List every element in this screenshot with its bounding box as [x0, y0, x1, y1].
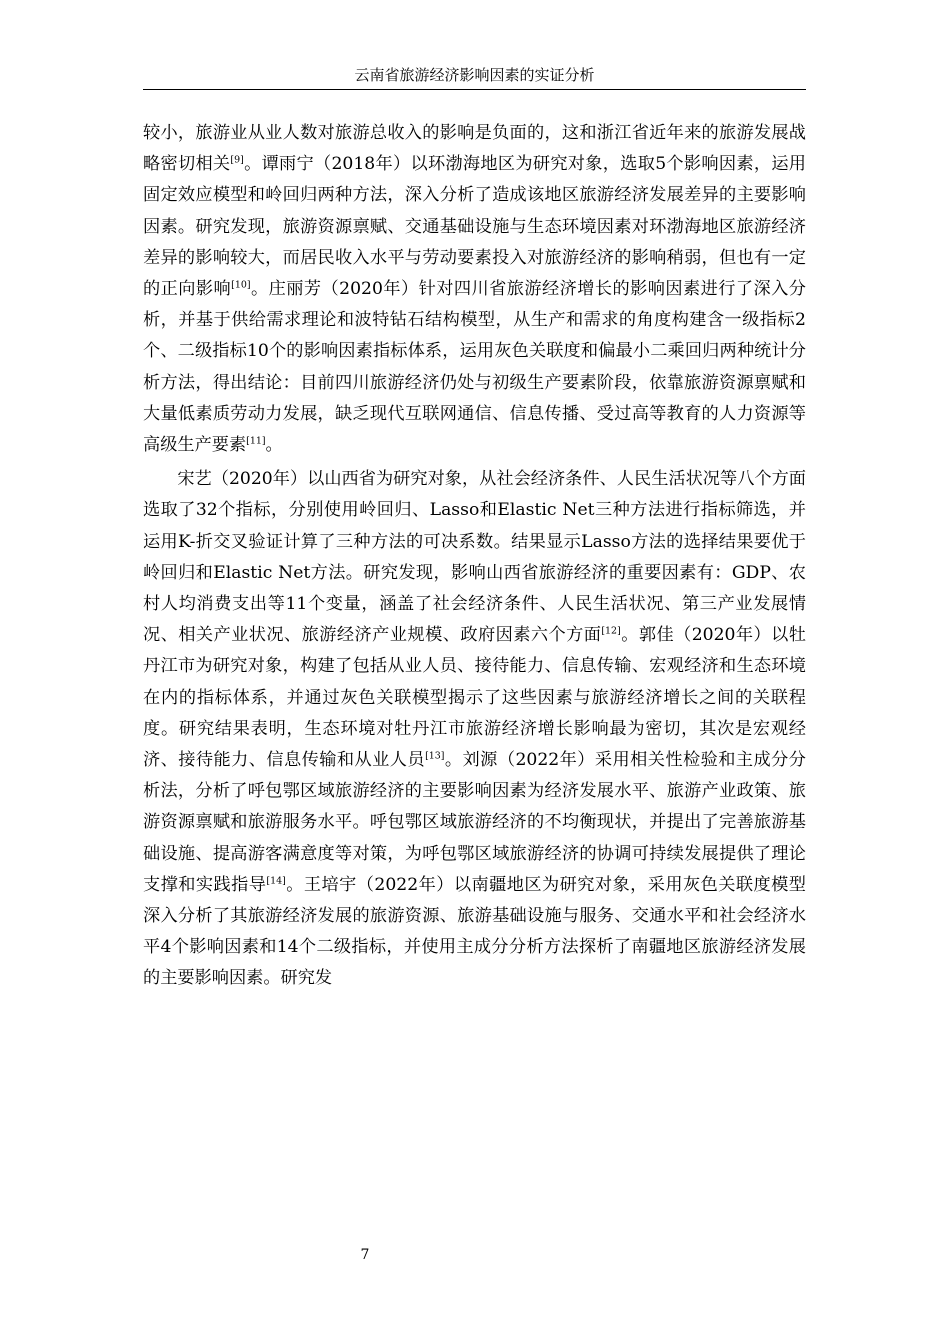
citation-ref: [14]: [266, 875, 286, 887]
paragraph-text: 。庄丽芳（2020年）针对四川省旅游经济增长的影响因素进行了深入分析，并基于供给需求理论和波特钻石结构模型，从生产和需求的角度构建含一级指标2个、二级指标10个的影响因素指标体系，运用灰色关联度和偏最小二乘回归两种统计分析方法，得出结论：目前四川旅游经济仍处与初级生产要素阶段，依靠旅游资源禀赋和大量低素质劳动力发展，缺乏现代互联网通信、信息传播、受过高等教育的人力资源等高级生产要素: [143, 279, 806, 456]
paragraph-text: 。王培宇（2022年）以南疆地区为研究对象，采用灰色关联度模型深入分析了其旅游经济发展的旅游资源、旅游基础设施与服务、交通水平和社会经济水平4个影响因素和14个二级指标，并使用主成分分析方法探析了南疆地区旅游经济发展的主要影响因素。研究发: [143, 874, 806, 989]
header-rule: [143, 89, 806, 90]
paragraph-text: 较小，旅游业从业人数对旅游总收入的影响是负面的，这和浙江省近年来的旅游发展战略密切相关: [143, 123, 806, 175]
body-text: [143, 118, 806, 995]
page-number: 7: [360, 1247, 370, 1263]
paragraph-text: 。: [265, 435, 283, 456]
paragraph: [143, 464, 806, 994]
paragraph-text: 宋艺（2020年）以山西省为研究对象，从社会经济条件、人民生活状况等八个方面选取了32个指标，分别使用岭回归、Lasso和Elastic Net三种方法进行指标筛选，并运用K-折交叉验证计算了三种方法的可决系数。结果显示Lasso方法的选择结果要优于岭回归和Elastic Net方法。研究发现，影响山西省旅游经济的重要因素有：GDP、农村人均消费支出等11个变量，涵盖了社会经济条件、人民生活状况、第三产业发展情况、相关产业状况、旅游经济产业规模、政府因素六个方面: [143, 469, 806, 646]
running-header: 云南省旅游经济影响因素的实证分析: [354, 66, 595, 84]
paragraph: [143, 118, 806, 461]
paragraph-text: 。郭佳（2020年）以牡丹江市为研究对象，构建了包括从业人员、接待能力、信息传输、宏观经济和生态环境在内的指标体系，并通过灰色关联模型揭示了这些因素与旅游经济增长之间的关联程度。研究结果表明，生态环境对牡丹江市旅游经济增长影响最为密切，其次是宏观经济、接待能力、信息传输和从业人员: [143, 625, 806, 771]
paragraph-text: 。刘源（2022年）采用相关性检验和主成分分析法，分析了呼包鄂区域旅游经济的主要影响因素为经济发展水平、旅游产业政策、旅游资源禀赋和旅游服务水平。呼包鄂区域旅游经济的不均衡现状，并提出了完善旅游基础设施、提高游客满意度等对策，为呼包鄂区域旅游经济的协调可持续发展提供了理论支撑和实践指导: [143, 750, 806, 895]
citation-ref: [9]: [230, 154, 244, 166]
citation-ref: [10]: [231, 279, 251, 291]
paragraph-text: 。谭雨宁（2018年）以环渤海地区为研究对象，选取5个影响因素，运用固定效应模型和岭回归两种方法，深入分析了造成该地区旅游经济发展差异的主要影响因素。研究发现，旅游资源禀赋、交通基础设施与生态环境因素对环渤海地区旅游经济差异的影响较大，而居民收入水平与劳动要素投入对旅游经济的影响稍弱，但也有一定的正向影响: [143, 154, 806, 300]
citation-ref: [13]: [425, 750, 445, 762]
citation-ref: [12]: [601, 625, 621, 637]
citation-ref: [11]: [246, 435, 266, 447]
